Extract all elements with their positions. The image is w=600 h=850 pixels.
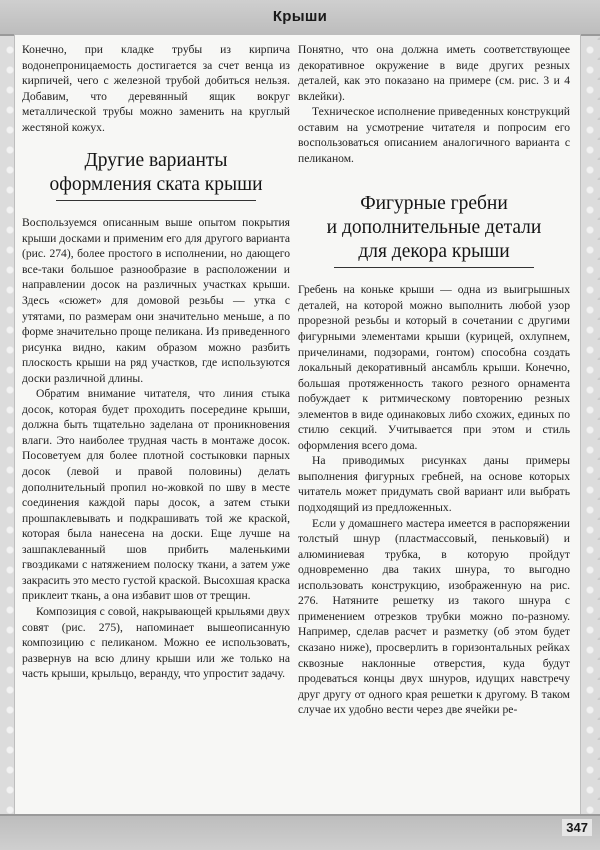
- paragraph: Конечно, при кладке трубы из кирпича водонепроницаемость достигается за счет венца из кирпичей, чего с железной трубой добиться нельзя. Добавим, что деревянный ящик вокруг металлической трубы можно заменить на круглый жестяной кожух.: [22, 43, 290, 134]
- section-heading: [22, 149, 290, 201]
- section-heading: [298, 192, 570, 268]
- paragraph: Гребень на коньке крыши — одна из выигрышных деталей, на которой можно выполнить любой узор прорезной резьбы и который в сочетании с другими фигурными элементами крыши (курицей, охлупнем, причелинами, подзорами, гонтом) способна создать локальный декоративный ансамбль крыши. Конечно, большая протяженность такого резного орнамента побуждает к ритмическому повторению резных элементов в виде одинаковых либо схожих, единых по стилю секций. Учитывается при этом и стиль оформления всего дома.: [298, 283, 570, 452]
- paragraph: Если у домашнего мастера имеется в распоряжении толстый шнур (пластмассовый, пеньковый) и алюминиевая трубка, в которую пройдут одновременно два таких шнура, то выгодно использовать конструкцию, изображенную на рис. 276. Натяните решетку из такого шнура с применением отрезков трубки можно по-разному. Например, сделав расчет и разметку (об этом будет сказано ниже), просверлить в горизонтальных рейках сквозные наклонные отверстия, куда будут продеваться концы двух шнуров, идущих навстречу друг другу от одного края решетки к другому. В таком случае их удобно вести через две ячейки ре-: [298, 516, 570, 717]
- paragraph: Воспользуемся описанным выше опытом покрытия крыши досками и применим его для другого варианта (рис. 274), более простого в исполнении, но дающего все-таки большое разнообразие в расположении и направлении досок на различных участках крыши. Здесь «сюжет» для домовой резьбы — утка с утятами, по размерам они значительно меньше, а по форме значительно проще пеликана. Из приведенного рисунка видно, каким образом можно разбить плоскость крыши на ряд участков, где используются доски различной длины.: [22, 216, 290, 385]
- paragraph: Композиция с совой, накрывающей крыльями двух совят (рис. 275), напоминает вышеописанную композицию с пеликаном. Можно ее использовать, развернув на всю длину крыши или же только на часть крыши, крыльцо, веранду, что упростит задачу.: [22, 604, 290, 681]
- heading-underline: [56, 200, 256, 201]
- left-column: [22, 42, 290, 682]
- right-column: [298, 42, 570, 718]
- heading-line: оформления ската крыши: [49, 174, 263, 196]
- heading-line: Фигурные гребни: [360, 193, 508, 215]
- running-head: Крыши: [272, 8, 328, 25]
- heading-line: для декора крыши: [358, 241, 510, 263]
- paragraph: На приводимых рисунках даны примеры выполнения фигурных гребней, на основе которых читатель может придумать свой вариант или выбрать подходящий из предложенных.: [298, 454, 570, 515]
- paragraph: Понятно, что она должна иметь соответствующее декоративное окружение в виде других резных деталей, как это показано на примере (см. рис. 3 и 4 вклейки).: [298, 43, 570, 103]
- paragraph: Обратим внимание читателя, что линия стыка досок, которая будет проходить посередине крыши, должна быть тщательно заделана от проникновения влаги. Это наиболее трудная часть в монтаже досок. Посоветуем для более плотной состыковки парных досок (левой и правой половины) делать дополнительный пропил но-жовкой по шву в месте соединения каждой пары досок, а затем стыки прошпаклевывать и подкрашивать той же краской, которая была нанесена на доски. Еще лучше на зашпаклеванный шов прибить маленькими гвоздиками с натяжением полоску ткани, а затем уже закрасить это место густой краской. Высохшая краска приклеит ткань, а она избавит шов от трещин.: [22, 387, 290, 603]
- page-number: 347: [562, 819, 592, 836]
- paragraph: Техническое исполнение приведенных конструкций оставим на усмотрение читателя и попросим его воспользоваться описанием аналогичного варианта с пеликаном.: [298, 105, 570, 165]
- footer-band: [0, 814, 600, 850]
- heading-line: Другие варианты: [84, 150, 228, 172]
- heading-underline: [334, 267, 534, 268]
- heading-line: и дополнительные детали: [326, 217, 542, 239]
